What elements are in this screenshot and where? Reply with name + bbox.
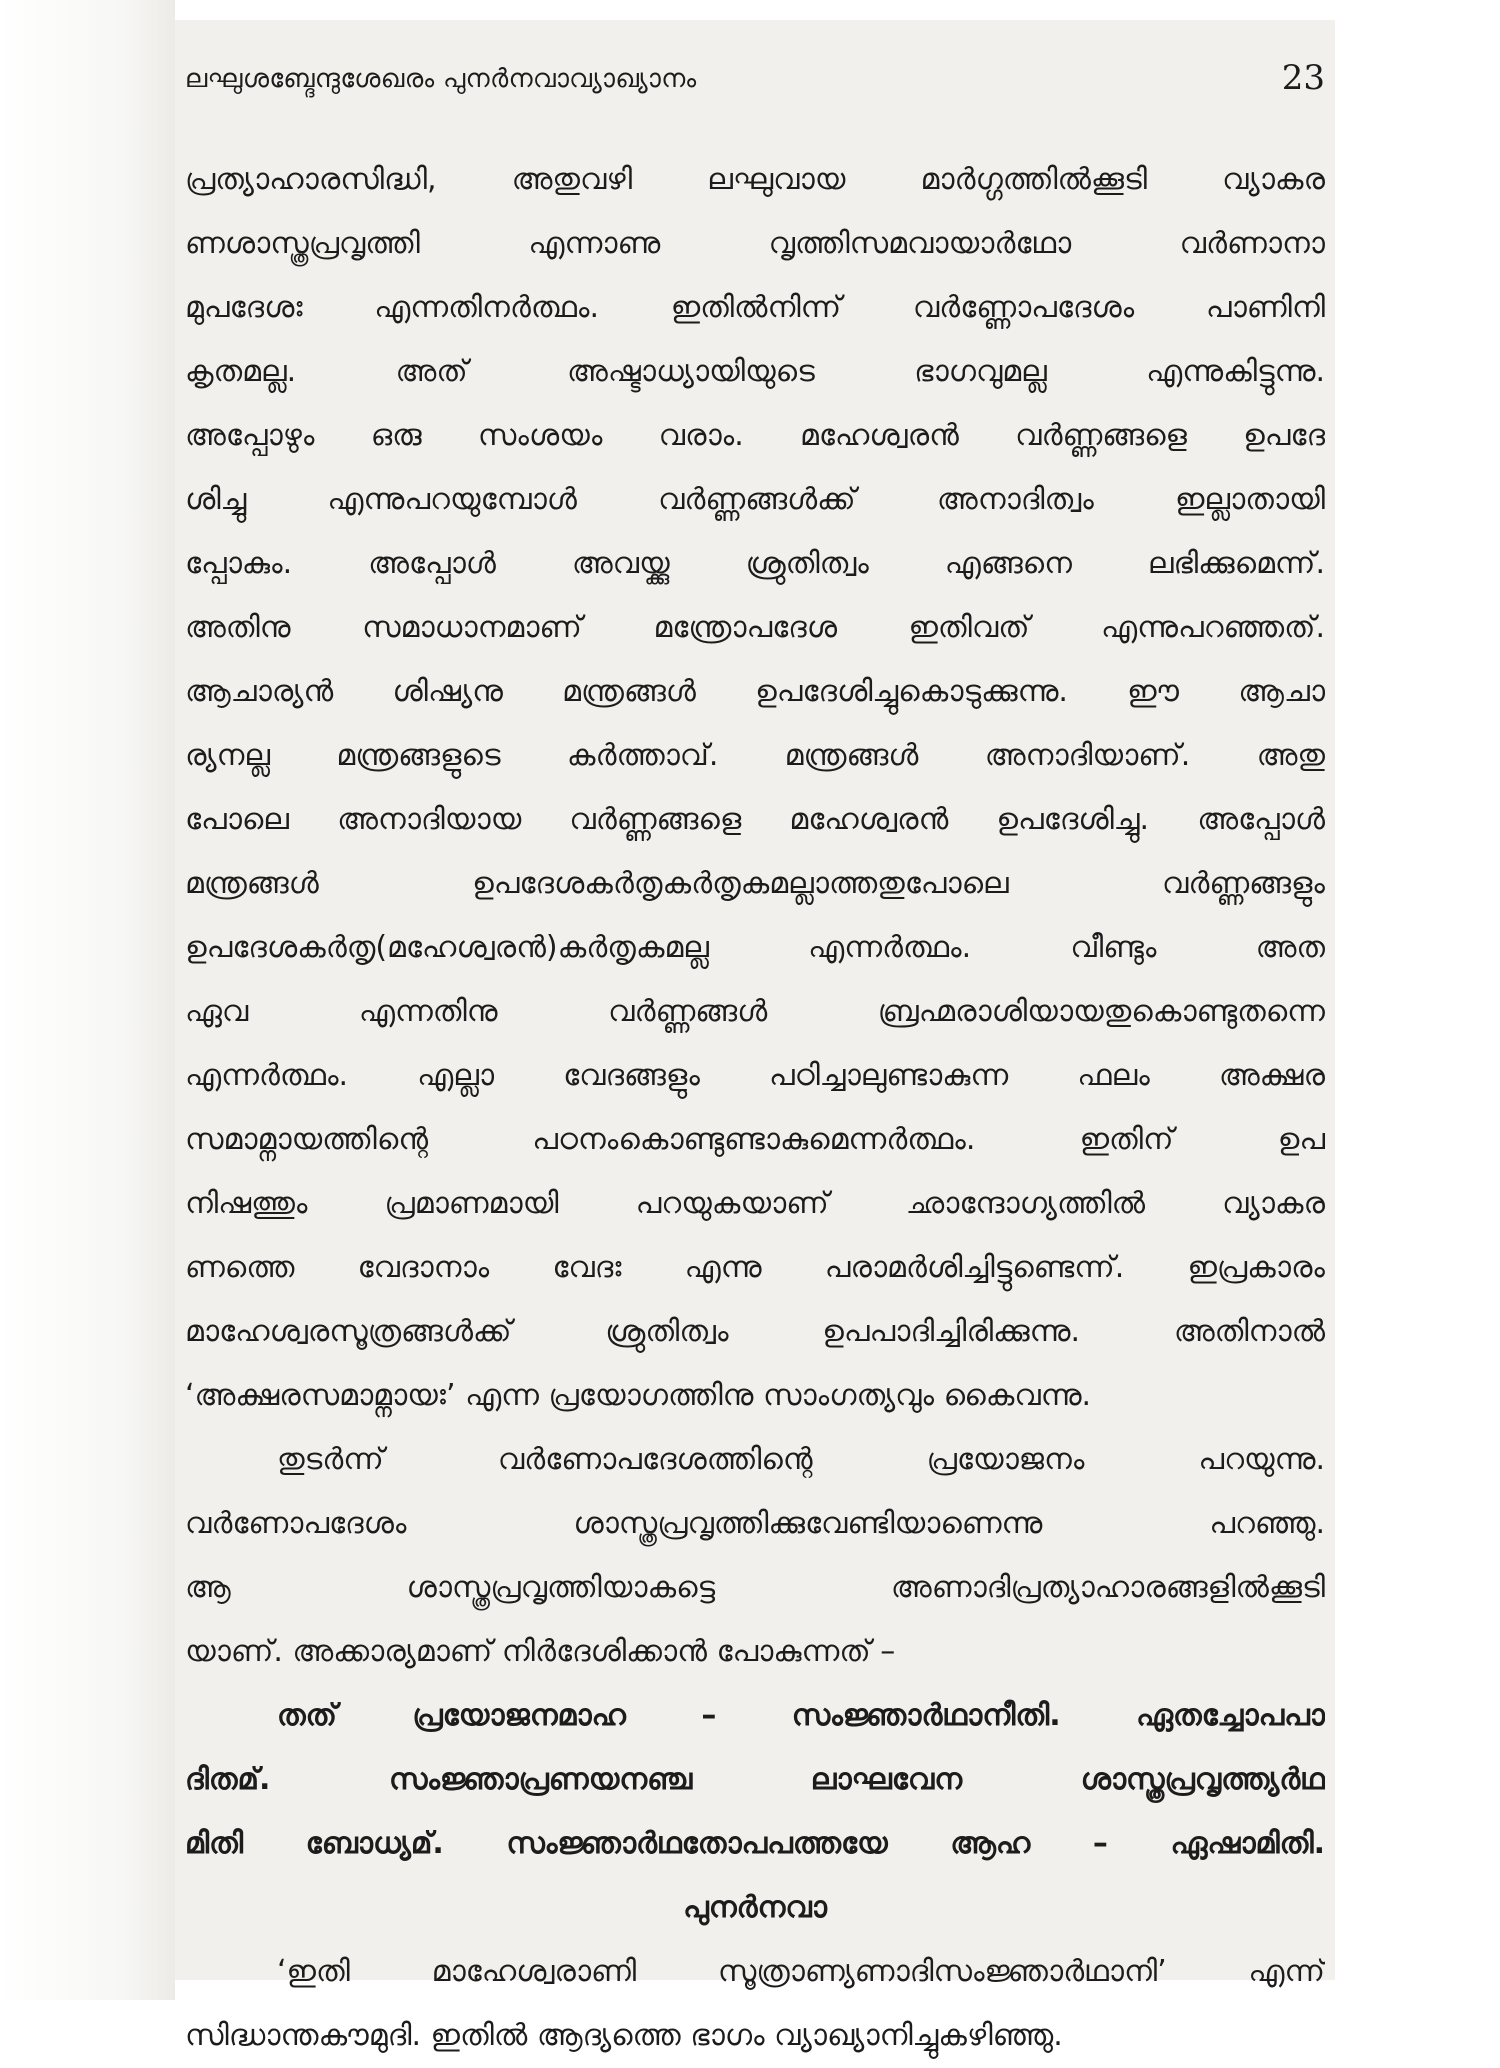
text-line: മന്ത്രങ്ങൾ ഉപദേശകർതൃകർതൃകമല്ലാത്തതുപോലെ വർണ്ണങ്ങളും	[185, 866, 1325, 901]
text-line: ണശാസ്ത്രപ്രവൃത്തി എന്നാണു വൃത്തിസമവായാർഥോ വർണാനാ	[185, 226, 1325, 261]
text-line: യാണ്. അക്കാര്യമാണ് നിർദേശിക്കാൻ പോകുന്നത് –	[185, 1634, 896, 1669]
text-line: ആചാര്യൻ ശിഷ്യനു മന്ത്രങ്ങൾ ഉപദേശിച്ചുകൊടുക്കുന്നു. ഈ ആചാ	[185, 674, 1325, 709]
text-line: ഏവ എന്നതിനു വർണ്ണങ്ങൾ ബ്രഹ്മരാശിയായതുകൊണ്ടുതന്നെ	[185, 994, 1325, 1029]
text-line: കൃതമല്ല. അത് അഷ്ടാധ്യായിയുടെ ഭാഗവുമല്ല എന്നുകിട്ടുന്നു.	[185, 354, 1325, 389]
text-line: തുടർന്ന് വർണോപദേശത്തിന്റെ പ്രയോജനം പറയുന്നു.	[277, 1442, 1325, 1477]
text-line: മുപദേശഃ എന്നതിനർത്ഥം. ഇതിൽനിന്ന് വർണ്ണോപദേശം പാണിനി	[185, 290, 1325, 325]
running-head	[185, 58, 1325, 108]
text-line: നിഷത്തും പ്രമാണമായി പറയുകയാണ് ഛാന്ദോഗ്യത്തിൽ വ്യാകര	[185, 1186, 1325, 1221]
text-line: പ്രത്യാഹാരസിദ്ധി, അതുവഴി ലഘുവായ മാർഗ്ഗത്തിൽക്കൂടി വ്യാകര	[185, 162, 1325, 197]
body-text	[185, 148, 1325, 2068]
text-line: മാഹേശ്വരസൂത്രങ്ങൾക്ക് ശ്രുതിത്വം ഉപപാദിച്ചിരിക്കുന്നു. അതിനാൽ	[185, 1314, 1325, 1349]
text-line: ‘ഇതി മാഹേശ്വരാണി സൂത്രാണ്യണാദിസംജ്ഞാർഥാനി’ എന്ന്	[277, 1954, 1325, 1989]
sanskrit-quote-line: ദിതമ്. സംജ്ഞാപ്രണയനഞ്ച ലാഘവേന ശാസ്ത്രപ്രവൃത്ത്യർഥ	[185, 1762, 1325, 1797]
scan-margin	[0, 0, 175, 2000]
sanskrit-quote-line: മിതി ബോധ്യമ്. സംജ്ഞാർഥതോപപത്തയേ ആഹ – ഏഷാമിതി.	[185, 1826, 1325, 1861]
text-line: അതിനു സമാധാനമാണ് മന്ത്രോപദേശ ഇതിവത് എന്നുപറഞ്ഞത്.	[185, 610, 1325, 645]
text-line: അപ്പോഴും ഒരു സംശയം വരാം. മഹേശ്വരൻ വർണ്ണങ്ങളെ ഉപദേ	[185, 418, 1325, 453]
text-line: എന്നർത്ഥം. എല്ലാ വേദങ്ങളും പഠിച്ചാലുണ്ടാകുന്ന ഫലം അക്ഷര	[185, 1058, 1325, 1093]
page-number: 23	[1281, 58, 1325, 98]
book-page	[175, 20, 1335, 2053]
running-title: ലഘുശബ്ദേന്ദുശേഖരം പുനർനവാവ്യാഖ്യാനം	[185, 64, 697, 94]
text-line: ണത്തെ വേദാനാം വേദഃ എന്നു പരാമർശിച്ചിട്ടുണ്ടെന്ന്. ഇപ്രകാരം	[185, 1250, 1325, 1285]
text-line: സിദ്ധാന്തകൗമുദി. ഇതിൽ ആദ്യത്തെ ഭാഗം വ്യാഖ്യാനിച്ചുകഴിഞ്ഞു.	[185, 2018, 1063, 2053]
text-line: പ്പോകും. അപ്പോൾ അവയ്ക്കു ശ്രുതിത്വം എങ്ങനെ ലഭിക്കുമെന്ന്.	[185, 546, 1325, 581]
text-line: ‘അക്ഷരസമാമ്നായഃ’ എന്ന പ്രയോഗത്തിനു സാംഗത്യവും കൈവന്നു.	[185, 1378, 1092, 1413]
text-line: ര്യനല്ല മന്ത്രങ്ങളുടെ കർത്താവ്. മന്ത്രങ്ങൾ അനാദിയാണ്. അതു	[185, 738, 1325, 773]
text-line: ഉപദേശകർതൃ(മഹേശ്വരൻ)കർതൃകമല്ല എന്നർത്ഥം. വീണ്ടും അത	[185, 930, 1325, 965]
text-line: പോലെ അനാദിയായ വർണ്ണങ്ങളെ മഹേശ്വരൻ ഉപദേശിച്ചു. അപ്പോൾ	[185, 802, 1325, 837]
text-line: സമാമ്നായത്തിന്റെ പഠനംകൊണ്ടുണ്ടാകുമെന്നർത്ഥം. ഇതിന് ഉപ	[185, 1122, 1325, 1157]
section-heading: പുനർനവാ	[683, 1890, 827, 1925]
text-line: വർണോപദേശം ശാസ്ത്രപ്രവൃത്തിക്കുവേണ്ടിയാണെന്നു പറഞ്ഞു.	[185, 1506, 1325, 1541]
sanskrit-quote-line: തത് പ്രയോജനമാഹ – സംജ്ഞാർഥാനീതി. ഏതച്ചോപപാ	[277, 1698, 1325, 1733]
text-line: ആ ശാസ്ത്രപ്രവൃത്തിയാകട്ടെ അണാദിപ്രത്യാഹാരങ്ങളിൽക്കൂടി	[185, 1570, 1325, 1605]
text-line: ശിച്ചു എന്നുപറയുമ്പോൾ വർണ്ണങ്ങൾക്ക് അനാദിത്വം ഇല്ലാതായി	[185, 482, 1325, 517]
